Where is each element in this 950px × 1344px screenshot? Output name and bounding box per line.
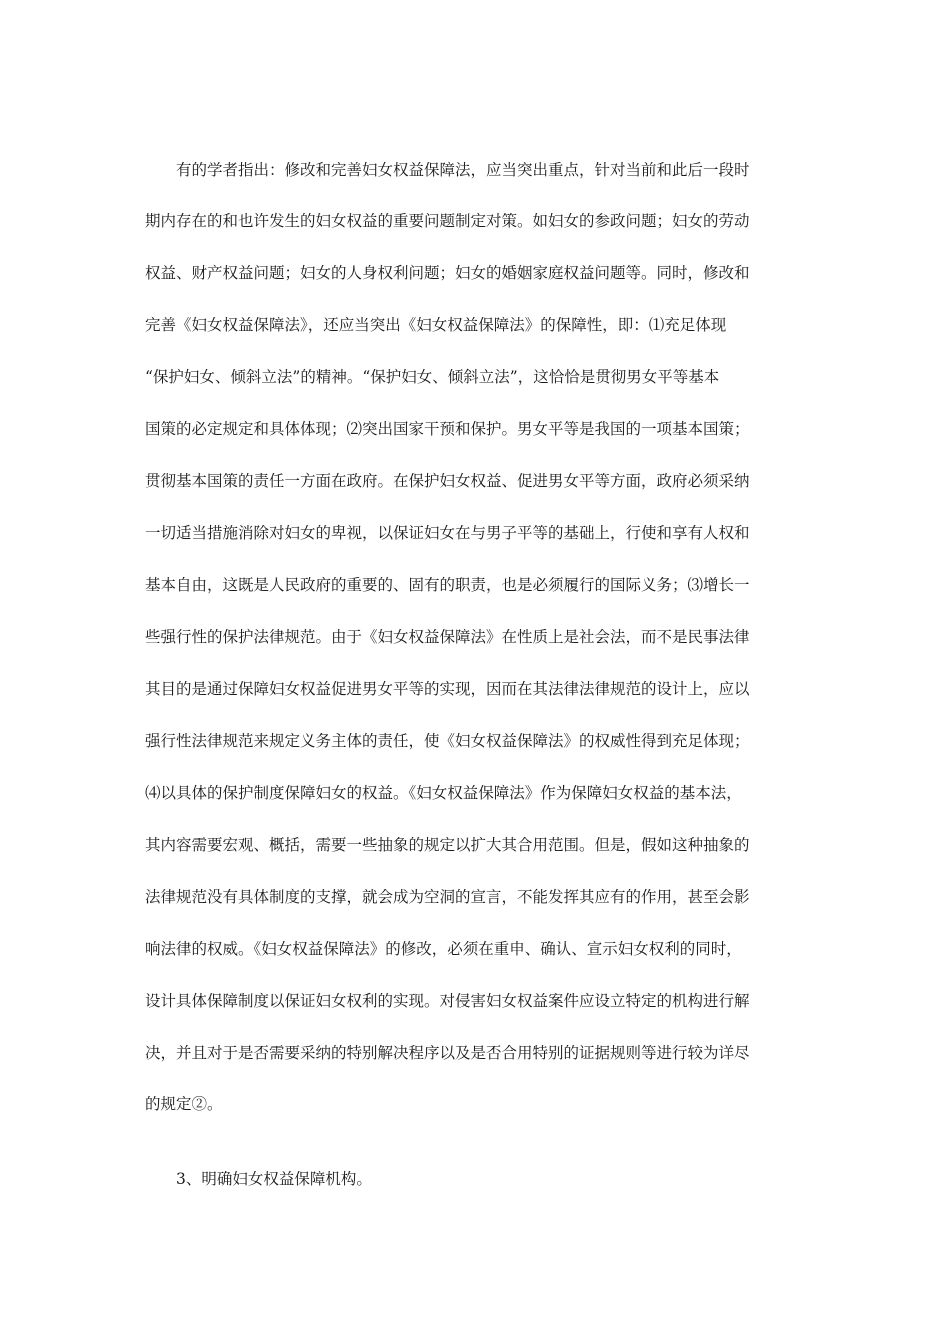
- paragraph-line: 响法律的权威。《妇女权益保障法》的修改，必须在重申、确认、宣示妇女权利的同时，: [145, 940, 742, 958]
- paragraph-line: 强行性法律规范来规定义务主体的责任，使《妇女权益保障法》的权威性得到充足体现；: [145, 732, 750, 750]
- paragraph-line: 的规定②。: [145, 1095, 223, 1113]
- paragraph-line: ⑷以具体的保护制度保障妇女的权益。《妇女权益保障法》作为保障妇女权益的基本法，: [145, 784, 742, 802]
- paragraph-line: 决，并且对于是否需要采纳的特别解决程序以及是否合用特别的证据规则等进行较为详尽: [145, 1044, 750, 1062]
- paragraph-line: 有的学者指出：修改和完善妇女权益保障法，应当突出重点，针对当前和此后一段时: [176, 161, 750, 179]
- paragraph-line: 权益、财产权益问题；妇女的人身权利问题；妇女的婚姻家庭权益问题等。同时，修改和: [145, 264, 750, 282]
- section-heading: 3、明确妇女权益保障机构。: [176, 1170, 372, 1188]
- paragraph-line: 期内存在的和也许发生的妇女权益的重要问题制定对策。如妇女的参政问题；妇女的劳动: [145, 212, 750, 230]
- paragraph-line: 一切适当措施消除对妇女的卑视，以保证妇女在与男子平等的基础上，行使和享有人权和: [145, 524, 750, 542]
- paragraph-line: 些强行性的保护法律规范。由于《妇女权益保障法》在性质上是社会法，而不是民事法律: [145, 628, 750, 646]
- paragraph-line: 其内容需要宏观、概括，需要一些抽象的规定以扩大其合用范围。但是，假如这种抽象的: [145, 836, 750, 854]
- paragraph-line: 法律规范没有具体制度的支撑，就会成为空洞的宣言，不能发挥其应有的作用，甚至会影: [145, 888, 750, 906]
- paragraph-line: 其目的是通过保障妇女权益促进男女平等的实现，因而在其法律法律规范的设计上，应以: [145, 680, 750, 698]
- paragraph-line: 设计具体保障制度以保证妇女权利的实现。对侵害妇女权益案件应设立特定的机构进行解: [145, 992, 750, 1010]
- paragraph-line: 国策的必定规定和具体体现；⑵突出国家干预和保护。男女平等是我国的一项基本国策；: [145, 420, 750, 438]
- paragraph-line: 贯彻基本国策的责任一方面在政府。在保护妇女权益、促进男女平等方面，政府必须采纳: [145, 472, 750, 490]
- paragraph-line: “保护妇女、倾斜立法”的精神。“保护妇女、倾斜立法”，这恰恰是贯彻男女平等基本: [145, 368, 720, 386]
- paragraph-line: 基本自由，这既是人民政府的重要的、固有的职责，也是必须履行的国际义务；⑶增长一: [145, 576, 750, 594]
- paragraph-line: 完善《妇女权益保障法》，还应当突出《妇女权益保障法》的保障性，即：⑴充足体现: [145, 316, 727, 334]
